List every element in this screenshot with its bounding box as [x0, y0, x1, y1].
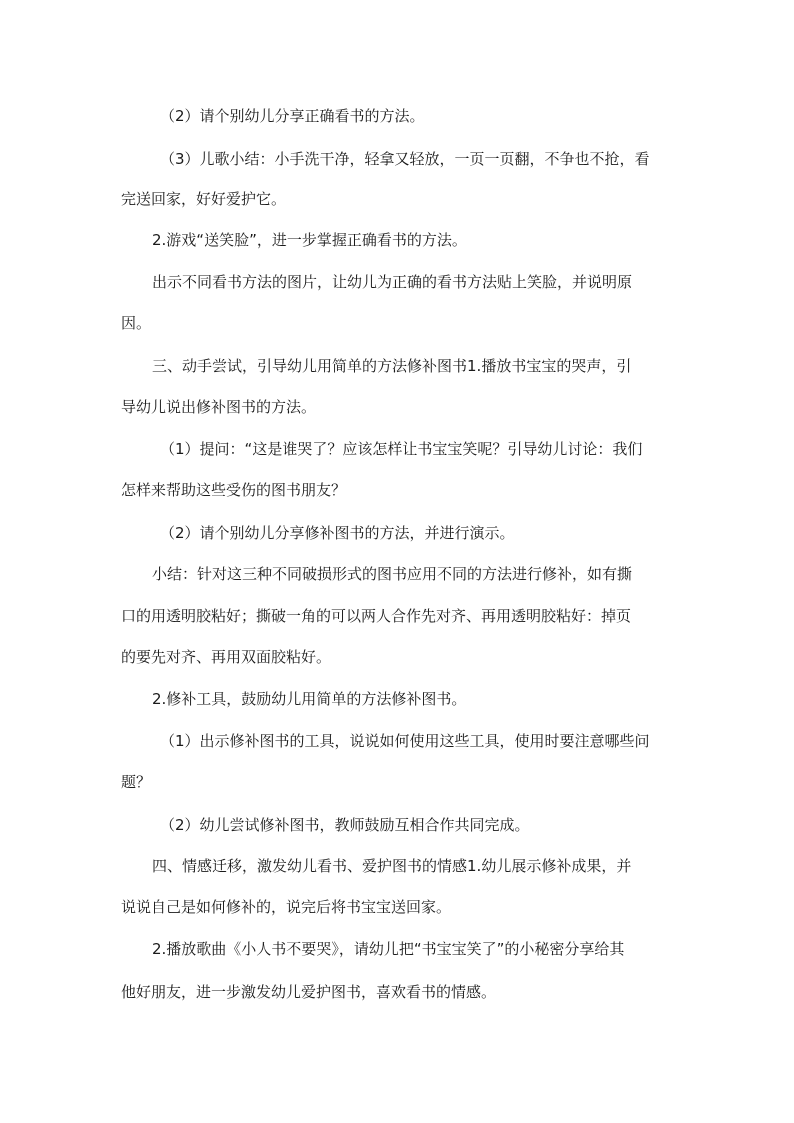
paragraph-line: 的要先对齐、再用双面胶粘好。 — [121, 648, 332, 666]
paragraph-line: （2）请个别幼儿分享修补图书的方法，并进行演示。 — [160, 524, 515, 542]
paragraph-line: 2.播放歌曲《小人书不要哭》，请幼儿把“书宝宝笑了”的小秘密分享给其 — [152, 940, 625, 958]
paragraph-line: （3）儿歌小结：小手洗干净，轻拿又轻放，一页一页翻，不争也不抢，看 — [160, 150, 650, 168]
paragraph-line: 小结：针对这三种不同破损形式的图书应用不同的方法进行修补，如有撕 — [152, 565, 633, 583]
paragraph-line: 导幼儿说出修补图书的方法。 — [121, 398, 317, 416]
paragraph-line: 2.修补工具，鼓励幼儿用简单的方法修补图书。 — [152, 690, 467, 708]
paragraph-line: 出示不同看书方法的图片，让幼儿为正确的看书方法贴上笑脸，并说明原 — [152, 273, 633, 291]
paragraph-line: 他好朋友，进一步激发幼儿爱护图书，喜欢看书的情感。 — [121, 983, 497, 1001]
paragraph-line: （2）幼儿尝试修补图书，教师鼓励互相合作共同完成。 — [160, 816, 530, 834]
paragraph-line: （1）提问：“这是谁哭了？应该怎样让书宝宝笑呢？引导幼儿讨论：我们 — [160, 440, 643, 458]
paragraph-line: 怎样来帮助这些受伤的图书朋友？ — [121, 481, 347, 499]
paragraph-line: （1）出示修补图书的工具，说说如何使用这些工具，使用时要注意哪些问 — [160, 732, 650, 750]
paragraph-line: 口的用透明胶粘好；撕破一角的可以两人合作先对齐、再用透明胶粘好：掉页 — [121, 607, 632, 625]
paragraph-line: 三、动手尝试，引导幼儿用简单的方法修补图书1.播放书宝宝的哭声，引 — [152, 357, 632, 375]
paragraph-line: 完送回家，好好爱护它。 — [121, 190, 287, 208]
paragraph-line: 题？ — [121, 773, 152, 791]
paragraph-line: 2.游戏“送笑脸”，进一步掌握正确看书的方法。 — [152, 231, 467, 249]
paragraph-line: （2）请个别幼儿分享正确看书的方法。 — [160, 107, 425, 125]
paragraph-line: 四、情感迁移，激发幼儿看书、爱护图书的情感1.幼儿展示修补成果，并 — [152, 857, 632, 875]
paragraph-line: 说说自己是如何修补的，说完后将书宝宝送回家。 — [121, 898, 452, 916]
paragraph-line: 因。 — [121, 314, 152, 332]
